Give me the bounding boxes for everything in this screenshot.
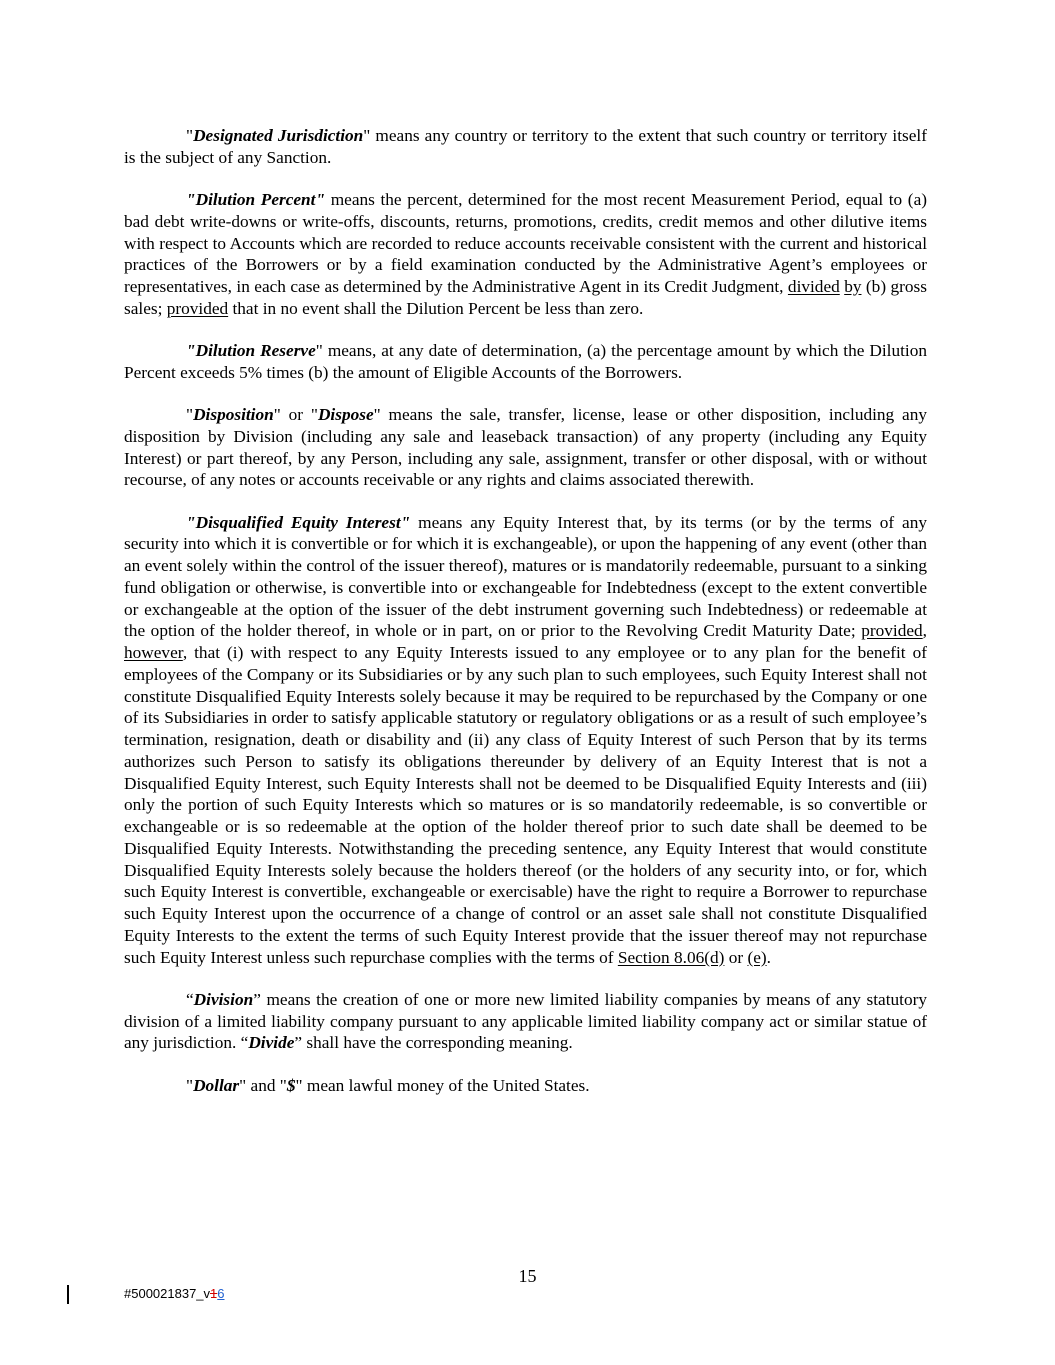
definition-text: means the sale, transfer, license, lease or other disposition, including any disposition by Division (including any sale and leaseback transaction) of any property (including any Equity Interest) or part thereof, by any Person, including any sale, assignment, transfer or other disposal, with or without recourse, of any notes or accounts receivable or any rights and claims associated therewith. [124, 405, 927, 490]
quote-open: " [186, 1075, 194, 1095]
page-number: 15 [518, 1266, 537, 1286]
defined-term: Division [193, 989, 254, 1009]
term-separator: " or " [273, 405, 318, 424]
definition-text: (b) gross sales; [124, 277, 927, 318]
definition-text: means any country or territory to the extent that such country or territory itself is the subject of any Sanction. [124, 126, 927, 167]
definition-text: that in no event shall the Dilution Percent be less than zero. [228, 298, 644, 318]
quote-close: " [363, 126, 371, 145]
section-reference: Section 8.06(d) [617, 947, 725, 967]
definition-text: means the creation of one or more new limited liability companies by means of any statutory division of a limited liability company pursuant to any applicable limited liability company act or similar statue of any jurisdiction. “ [124, 989, 927, 1053]
quote-open: " [186, 126, 194, 145]
period: . [766, 947, 771, 967]
definition-text: means, at any date of determination, (a) the percentage amount by which the Dilution Percent exceeds 5% times (b) the amount of Eligible Accounts of the Borrowers. [124, 341, 927, 382]
defined-term: Designated Jurisdiction [193, 126, 364, 145]
defined-term: Dollar [193, 1075, 240, 1095]
quote-open: " [186, 405, 194, 424]
section-reference-e: (e) [747, 947, 767, 967]
doc-id-inserted-version: 6 [217, 1286, 225, 1301]
definition-text: means the percent, determined for the most recent Measurement Period, equal to (a) bad debt write-downs or write-offs, discounts, returns, promotions, credits, credit memos and other dilutive items with respect to Accounts which are recorded to reduce accounts receivable consistent with the current and historical practices of the Borrowers or by a field examination conducted by the Administrative Agent’s employees or representatives, in each case as determined by the Administrative Agent in its Credit Judgment, [124, 190, 927, 296]
separator: or [724, 947, 748, 967]
definition-text: ” shall have the corresponding meaning. [294, 1033, 573, 1053]
document-id [124, 1286, 225, 1301]
defined-term: Divide [248, 1033, 295, 1053]
definition-designated-jurisdiction [124, 125, 927, 169]
term-separator: " and " [239, 1075, 287, 1095]
quote-close: " [373, 405, 381, 424]
defined-term: $ [286, 1075, 296, 1095]
definition-disposition [124, 404, 927, 491]
doc-id-deleted-version: 1 [210, 1286, 218, 1301]
revision-change-bar [67, 1285, 69, 1304]
defined-term: "Dilution Percent" [186, 190, 326, 209]
underlined-divided: divided [787, 277, 840, 296]
defined-term: "Disqualified Equity Interest" [186, 512, 411, 532]
document-body [124, 125, 927, 1117]
definition-text: mean lawful money of the United States. [302, 1075, 590, 1095]
definition-dilution-percent [124, 189, 927, 320]
defined-term: "Dilution Reserve [186, 341, 316, 360]
definition-dilution-reserve [124, 340, 927, 384]
underlined-provided: provided [166, 298, 229, 318]
quote-close: ” [253, 989, 261, 1009]
underlined-by: by [844, 277, 862, 296]
underlined-provided: provided [861, 621, 923, 641]
underlined-however: however [124, 643, 183, 662]
definition-text: means any Equity Interest that, by its terms (or by the terms of any security into which it is convertible or for which it is exchangeable), or upon the happening of any event (other than an event solely within the control of the issuer thereof), matures or is mandatorily redeemable, pursuant to a sinking fund obligation or otherwise, is convertible into or exchangeable for Indebtedness (except to the extent convertible or exchangeable at the option of the issuer of the debt instrument governing such Indebtedness) or redeemable at the option of the holder thereof, in whole or in part, on or prior to the Revolving Credit Maturity Date; [124, 512, 927, 641]
definition-disqualified-equity-interest [124, 512, 927, 969]
defined-term: Disposition [193, 405, 274, 424]
quote-open: “ [186, 989, 194, 1009]
doc-id-prefix: #500021837_v [124, 1286, 211, 1301]
definition-text: , that (i) with respect to any Equity Interests issued to any employee or to any plan for the benefit of employees of the Company or its Subsidiaries or by any such plan to such employees, such Equity Interest shall not constitute Disqualified Equity Interests solely because it may be required to be repurchased by the Company or one of its Subsidiaries in order to satisfy applicable statutory or regulatory obligations or as a result of such employee’s termination, resignation, death or disability and (ii) any class of Equity Interest of such Person that by its terms authorizes such Person to satisfy its obligations thereunder by delivery of an Equity Interest that is not a Disqualified Equity Interest, such Equity Interests shall not be deemed to be Disqualified Equity Interests and (iii) only the portion of such Equity Interests which so matures or is so mandatorily redeemable, is so convertible or exchangeable or is so redeemable at the option of the holder thereof prior to such date shall be deemed to be Disqualified Equity Interests. Notwithstanding the preceding sentence, any Equity Interest that would constitute Disqualified Equity Interests solely because the holders thereof (or the holders of any security into, or for, which such Equity Interest is convertible, exchangeable or exercisable) have the right to require a Borrower to repurchase such Equity Interest upon the occurrence of a change of control or an asset sale shall not constitute Disqualified Equity Interests to the extent the terms of such Equity Interest provide that the issuer thereof may not repurchase such Equity Interest unless such repurchase complies with the terms of [124, 643, 927, 967]
definition-division [124, 989, 927, 1054]
defined-term: Dispose [317, 405, 374, 424]
definition-dollar [124, 1075, 927, 1097]
separator: , [922, 621, 927, 641]
quote-close: " [295, 1075, 303, 1095]
quote-close: " [315, 341, 323, 360]
